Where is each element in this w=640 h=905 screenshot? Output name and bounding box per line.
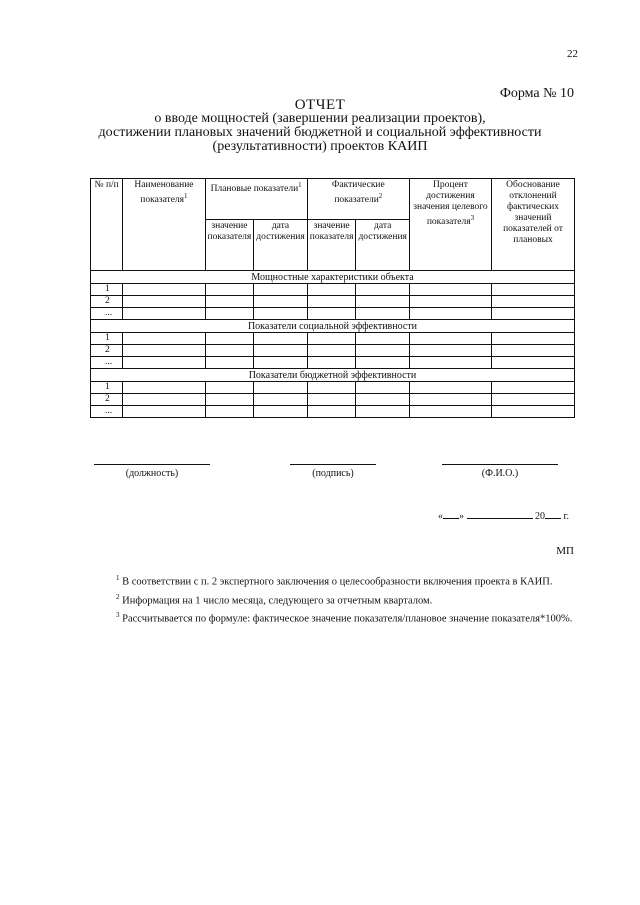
stamp-place: МП [556,545,574,557]
table-cell [307,382,356,394]
table-row [91,382,575,394]
table-cell [254,345,307,357]
table-cell [356,394,409,406]
title-line-3: достижении плановых значений бюджетной и социальной эффективности [98,125,542,140]
table-row [91,394,575,406]
table-cell [356,333,409,345]
table-cell [254,284,307,296]
page-number: 22 [567,48,578,60]
table-cell [492,296,575,308]
section-title: Мощностные характеристики объекта [91,271,575,284]
table-cell [205,284,254,296]
table-cell [254,394,307,406]
title-line-4: (результативности) проектов КАИП [212,139,428,154]
table-cell [254,308,307,320]
table-cell [356,308,409,320]
table-cell [205,394,254,406]
table-cell [492,308,575,320]
table-cell [205,406,254,418]
row-number: ... [91,357,123,369]
table-cell [123,308,205,320]
table-cell [492,394,575,406]
header-num: № п/п [91,179,123,271]
row-number: 2 [91,394,123,406]
table-cell [254,296,307,308]
table-cell [409,284,491,296]
table-cell [492,406,575,418]
header-planned-date: дата достижения [254,220,307,271]
table-row [91,284,575,296]
table-row [91,345,575,357]
table-cell [409,406,491,418]
table-row [91,406,575,418]
footnote-1: $^1$ В соответствии с п. 2 экспертного заключения о целесообразности включения проекта в КАИП. [116,574,553,588]
row-number: 2 [91,296,123,308]
form-number: Форма № 10 [499,86,574,101]
table-cell [123,284,205,296]
table-cell [123,333,205,345]
section-title: Показатели социальной эффективности [91,320,575,333]
row-number: ... [91,308,123,320]
header-actual-date: дата достижения [356,220,409,271]
table-cell [356,284,409,296]
table-cell [254,333,307,345]
header-percent: Процент достижения значения целевого показателя$^3$ [409,179,491,271]
table-cell [205,296,254,308]
table-cell [123,406,205,418]
signature-position: (должность) [94,464,210,479]
table-cell [356,345,409,357]
table-cell [123,296,205,308]
header-actual-value: значение показателя [307,220,356,271]
signature-sign: (подпись) [290,464,376,479]
table-cell [409,382,491,394]
table-cell [492,357,575,369]
table-cell [409,296,491,308]
row-number: 2 [91,345,123,357]
table-cell [356,357,409,369]
section-title: Показатели бюджетной эффективности [91,369,575,382]
table-cell [205,357,254,369]
date-line: « » 20 г. [438,511,569,522]
table-cell [307,308,356,320]
table-cell [123,345,205,357]
table-cell [492,345,575,357]
table-cell [492,382,575,394]
table-cell [307,345,356,357]
title-line-2: о вводе мощностей (завершении реализации проектов), [154,111,486,126]
report-table [90,178,575,418]
table-cell [123,357,205,369]
table-cell [409,308,491,320]
signature-name: (Ф.И.О.) [442,464,558,479]
table-cell [307,296,356,308]
table-cell [254,357,307,369]
table-row [91,333,575,345]
table-cell [254,406,307,418]
table-cell [409,333,491,345]
table-cell [205,333,254,345]
table-cell [254,382,307,394]
row-number: 1 [91,333,123,345]
table-cell [307,284,356,296]
table-cell [356,382,409,394]
table-cell [123,382,205,394]
table-cell [307,333,356,345]
table-row [91,357,575,369]
table-cell [409,357,491,369]
table-cell [205,345,254,357]
table-cell [307,406,356,418]
table-cell [409,345,491,357]
table-cell [409,394,491,406]
row-number: ... [91,406,123,418]
table-row [91,308,575,320]
table-cell [492,284,575,296]
table-cell [205,308,254,320]
footnote-2: $^2$ Информация на 1 число месяца, следующего за отчетным кварталом. [116,592,433,606]
footnotes [84,571,576,627]
table-cell [356,406,409,418]
table-row [91,296,575,308]
table-cell [492,333,575,345]
header-name: Наименование показателя$^1$ [123,179,205,271]
header-actual: Фактические показатели$^2$ [307,179,409,220]
table-body [91,271,575,418]
row-number: 1 [91,284,123,296]
table-cell [356,296,409,308]
header-planned: Плановые показатели$^1$ [205,179,307,220]
header-planned-value: значение показателя [205,220,254,271]
table-cell [307,357,356,369]
header-reason: Обоснование отклонений фактических значений показателей от плановых [492,179,575,271]
table-cell [205,382,254,394]
title-line-1: ОТЧЕТ [294,97,346,113]
row-number: 1 [91,382,123,394]
table-cell [307,394,356,406]
footnote-3: $^3$ Рассчитывается по формуле: фактическое значение показателя/плановое значение показателя*100%. [116,611,573,625]
table-cell [123,394,205,406]
document-title [80,98,560,154]
